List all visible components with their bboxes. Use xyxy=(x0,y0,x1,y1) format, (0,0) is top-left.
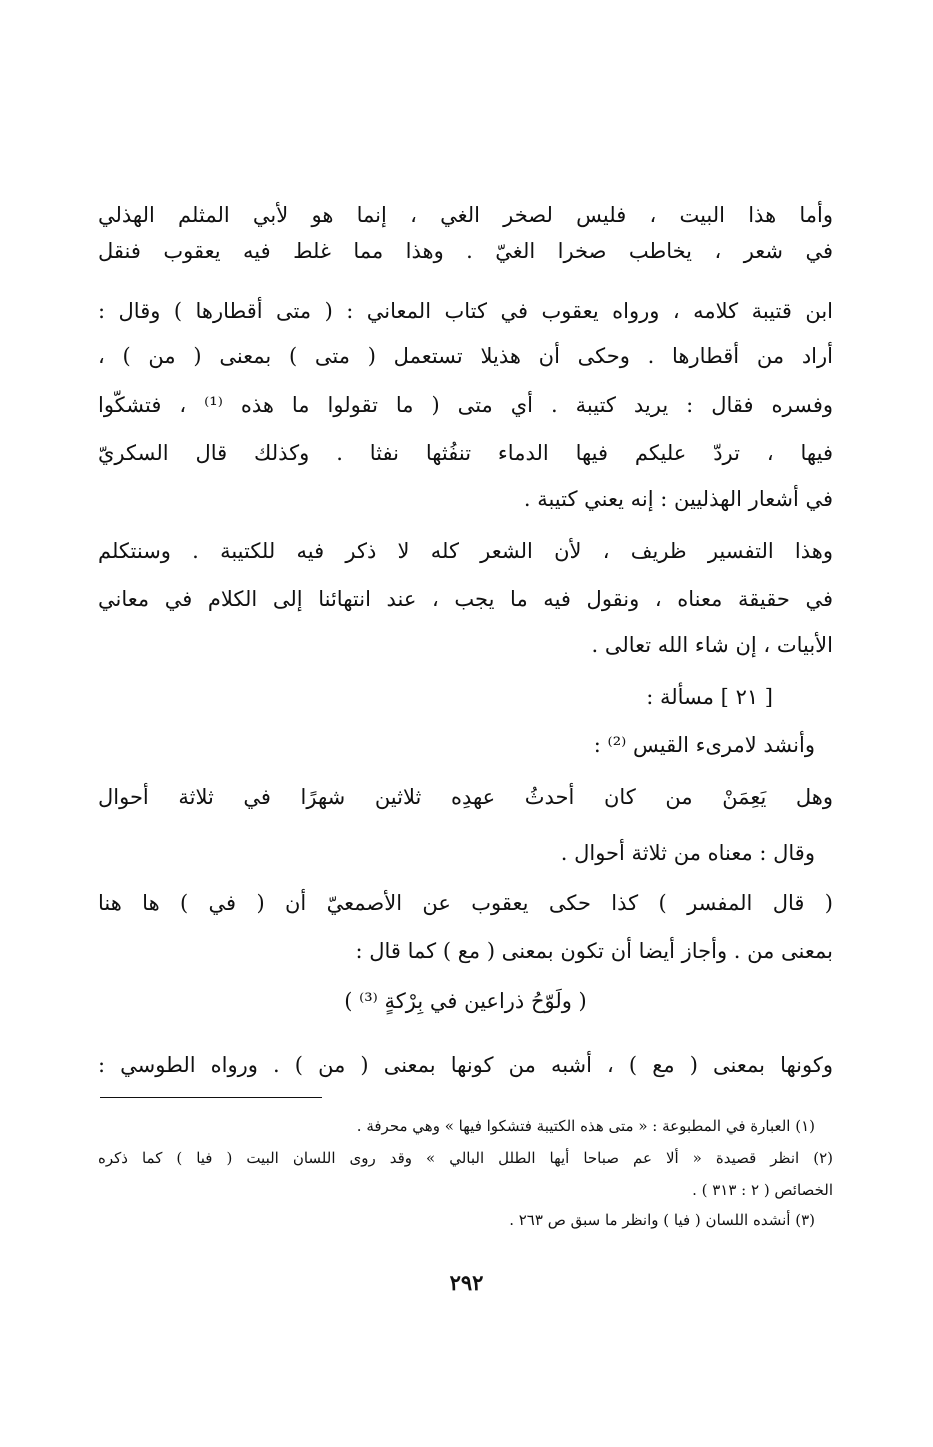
paragraph-4: وكونها بمعنى ( مع ) ، أشبه من كونها بمعنى ( من ) . ورواه الطوسي : xyxy=(98,1053,833,1077)
issue-heading: [ ٢١ ] مسألة : xyxy=(646,685,773,709)
paragraph-3-line-2: بمعنى من . وأجاز أيضا أن تكون بمعنى ( مع ) كما قال : xyxy=(355,939,833,963)
paragraph-1-line-1: وأما هذا البيت ، فليس لصخر الغي ، إنما هو لأبي المثلم الهذلي xyxy=(98,203,833,227)
footnote-2-continued: الخصائص ( ٢ : ٣١٣ ) . xyxy=(692,1181,833,1199)
paragraph-1-line-3: ابن قتيبة كلامه ، ورواه يعقوب في كتاب المعاني : ( متى أقطارها ) وقال : xyxy=(98,299,833,323)
footnote-1: (١) العبارة في المطبوعة : « متى هذه الكتيبة فتشكوا فيها » وهي محرفة . xyxy=(356,1117,815,1135)
poetry-verse: وهل يَعِمَنْ من كان أحدثُ عهدِه ثلاثين شهرًا في ثلاثة أحوال xyxy=(98,785,833,809)
paragraph-1-line-5: وفسره فقال : يريد كتيبة . أي متى ( ما تقولوا ما هذه ⁽¹⁾ ، فتشكّوا xyxy=(98,393,833,417)
paragraph-1-line-6: فيها ، تردّ عليكم فيها الدماء تنفُثها نفثا . وكذلك قال السكريّ xyxy=(98,441,833,465)
footnote-3: (٣) أنشده اللسان ( فيا ) وانظر ما سبق ص ٢٦٣ . xyxy=(509,1211,815,1229)
footnote-divider xyxy=(100,1097,322,1098)
quoted-hemistich: ( ولَوّحُ ذراعين في بِرْكةٍ ⁽³⁾ ) xyxy=(344,989,587,1013)
footnote-2: (٢) انظر قصيدة « ألا عم صباحا أيها الطلل البالي » وقد روى اللسان البيت ( فيا ) كما ذكره xyxy=(98,1149,833,1167)
paragraph-1-line-4: أراد من أقطارها . وحكى أن هذيلا تستعمل ( متى ) بمعنى ( من ) ، xyxy=(98,344,833,368)
paragraph-1-line-7: في أشعار الهذليين : إنه يعني كتيبة . xyxy=(523,487,833,511)
paragraph-3-line-1: ( قال المفسر ) كذا حكى يعقوب عن الأصمعيّ أن ( في ) ها هنا xyxy=(98,891,833,915)
page-number: ٢٩٢ xyxy=(449,1270,484,1295)
paragraph-2-line-3: الأبيات ، إن شاء الله تعالى . xyxy=(591,633,833,657)
paragraph-2-line-2: في حقيقة معناه ، ونقول فيه ما يجب ، عند انتهائنا إلى الكلام في معاني xyxy=(98,587,833,611)
paragraph-1-line-2: في شعر ، يخاطب صخرا الغيّ . وهذا مما غلط فيه يعقوب فنقل xyxy=(98,239,833,263)
verse-comment: وقال : معناه من ثلاثة أحوال . xyxy=(560,841,815,865)
quote-intro: وأنشد لامرىء القيس ⁽²⁾ : xyxy=(593,733,815,757)
paragraph-2-line-1: وهذا التفسير ظريف ، لأن الشعر كله لا ذكر فيه للكتيبة . وسنتكلم xyxy=(98,539,833,563)
